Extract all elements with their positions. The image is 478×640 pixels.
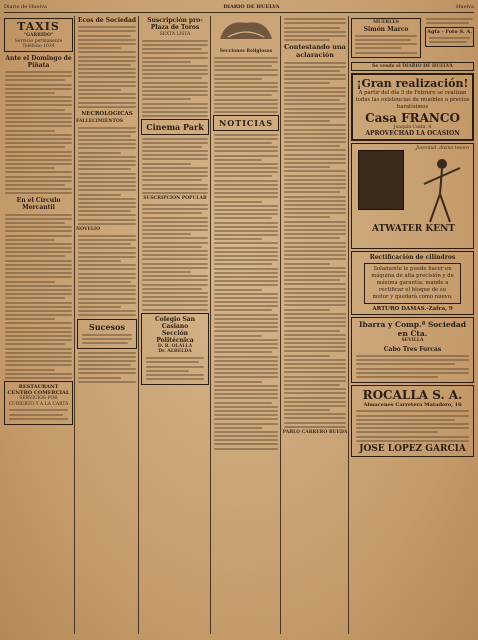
article-body [282, 18, 348, 41]
article-heading: Ecos de Sociedad [77, 17, 137, 24]
top-ads-row [350, 16, 475, 60]
author-signature: PABLO CARRERO RUEDA [282, 430, 348, 435]
rectificacion-title: Rectificación de cilindros [369, 254, 456, 262]
casa-franco-tagline: APROVECHAD LA OCASION [365, 130, 460, 138]
column-5 [282, 16, 349, 634]
column-2 [76, 16, 139, 634]
ibarra-title: Ibarra y Comp.ª Sociedad en Cta. [359, 320, 466, 339]
article-body [76, 127, 138, 225]
taxis-line-1: "GARRIDO" [23, 33, 54, 38]
subheading: SEXTA LISTA [159, 32, 191, 37]
restaurant-title: RESTAURANT CENTRO COMERCIAL [7, 384, 70, 397]
rocalla-subtitle: Almacenes Carretera Matadero, 16 [363, 402, 462, 409]
colegio-director: D. R. OLALLA [157, 343, 193, 349]
muebles-ad [351, 18, 421, 58]
article-body [76, 235, 138, 317]
rocalla-ad [351, 385, 474, 457]
colegio-title: Colegio San Casiano [154, 315, 196, 330]
article-heading: NECROLOGICAS [81, 110, 133, 117]
subheading: NOVELIO [76, 227, 101, 233]
taxis-line-2: Servicio permanente [14, 38, 63, 44]
noticias-box [213, 115, 279, 131]
agfa-ad [425, 27, 474, 48]
article-body [3, 214, 74, 379]
colegio-section: Sección Politécnica [156, 329, 194, 344]
jose-lopez-title: JOSE LOPEZ GARCIA [359, 443, 466, 454]
arturo-damas: ARTURO DAMAS.-Zafra, 9 [372, 306, 453, 313]
article-heading: Contestando una aclaración [284, 43, 346, 60]
casa-franco-name: Casa FRANCO [365, 110, 460, 125]
article-body [3, 71, 74, 194]
column-1 [3, 16, 75, 634]
atwater-title: ATWATER KENT [372, 224, 455, 235]
article-body [140, 138, 210, 194]
colegio-ad [141, 313, 209, 386]
article-body [140, 204, 210, 311]
article-body [212, 134, 280, 450]
taxis-title: TAXIS [17, 20, 60, 33]
sucesos-box [77, 319, 137, 350]
juventud-text: Juventud, divino tesoro [416, 146, 469, 152]
rectificacion-text: Solamente le puede hacer en máquina de alta precisión y de máxima garantía; mande a rectificar el bloque de su motor y quedará como nuevo. [364, 263, 461, 304]
article-body [282, 62, 348, 428]
header-left: Diario de Huelva [4, 4, 47, 10]
sucesos-title: Sucesos [89, 321, 125, 332]
header-masthead: DIARIO DE HUELVA [223, 4, 280, 10]
restaurant-sub: SERVICIOS POR CUBIERTO Y A LA CARTA [8, 396, 69, 407]
restaurant-ad [4, 381, 73, 425]
realizacion-title: ¡Gran realización! [356, 77, 469, 91]
agfa-column [424, 16, 475, 60]
article-heading: Ante el Domingo de Piñata [5, 54, 72, 69]
header-right: Huelva [456, 4, 474, 10]
cinema-box [141, 119, 209, 135]
ibarra-subtitle: SEVILLA [401, 338, 424, 344]
muebles-title: MUEBLES [373, 20, 400, 25]
venta-ad: Se vende el DIARIO DE HUELVA [351, 62, 474, 72]
ibarra-ad [351, 317, 474, 383]
rectificacion-ad [351, 251, 474, 315]
colegio-doctor: Dr. ALBELDA [158, 349, 192, 355]
realizacion-ad [351, 73, 474, 141]
rocalla-title: ROCALLA S. A. [362, 388, 463, 403]
column-3 [140, 16, 211, 634]
article-heading: En el Círculo Mercantil [16, 197, 61, 212]
cabo-title: Cabo Tres Forcas [383, 345, 442, 353]
casa-franco-address: Joaquín Costa, 4 [393, 124, 432, 130]
column-6-ads [350, 16, 475, 634]
article-body [76, 26, 138, 108]
taxis-ad [4, 18, 73, 52]
religious-banner [212, 17, 280, 55]
noticias-title: NOTICIAS [218, 118, 274, 129]
subheading: SUSCRIPCION POPULAR [143, 196, 207, 202]
article-body [140, 40, 210, 117]
dancer-figure-icon [412, 154, 467, 224]
banner-text: Secciones Religiosas [219, 49, 273, 54]
banner-illustration-icon [216, 17, 276, 45]
radio-cabinet-icon [358, 150, 404, 210]
muebles-name: Simón Marco [363, 25, 409, 33]
cinema-title: Cinema Park [146, 122, 204, 133]
taxis-line-3: Teléfono 1034 [22, 44, 55, 50]
atwater-ad [351, 143, 474, 249]
article-heading: Suscripción pro-Plaza de Toros [147, 17, 203, 31]
article-body [76, 352, 138, 383]
agfa-title: Agfa - Foto S. A. [427, 28, 472, 35]
page-header [4, 2, 474, 13]
column-4 [212, 16, 281, 634]
subheading: FALLECIMIENTOS [76, 118, 124, 124]
realizacion-text: A partir del día 5 de Febrero se realizan todas las existencias de muebles a precios baratísimos [355, 90, 470, 110]
article-body [212, 57, 280, 113]
